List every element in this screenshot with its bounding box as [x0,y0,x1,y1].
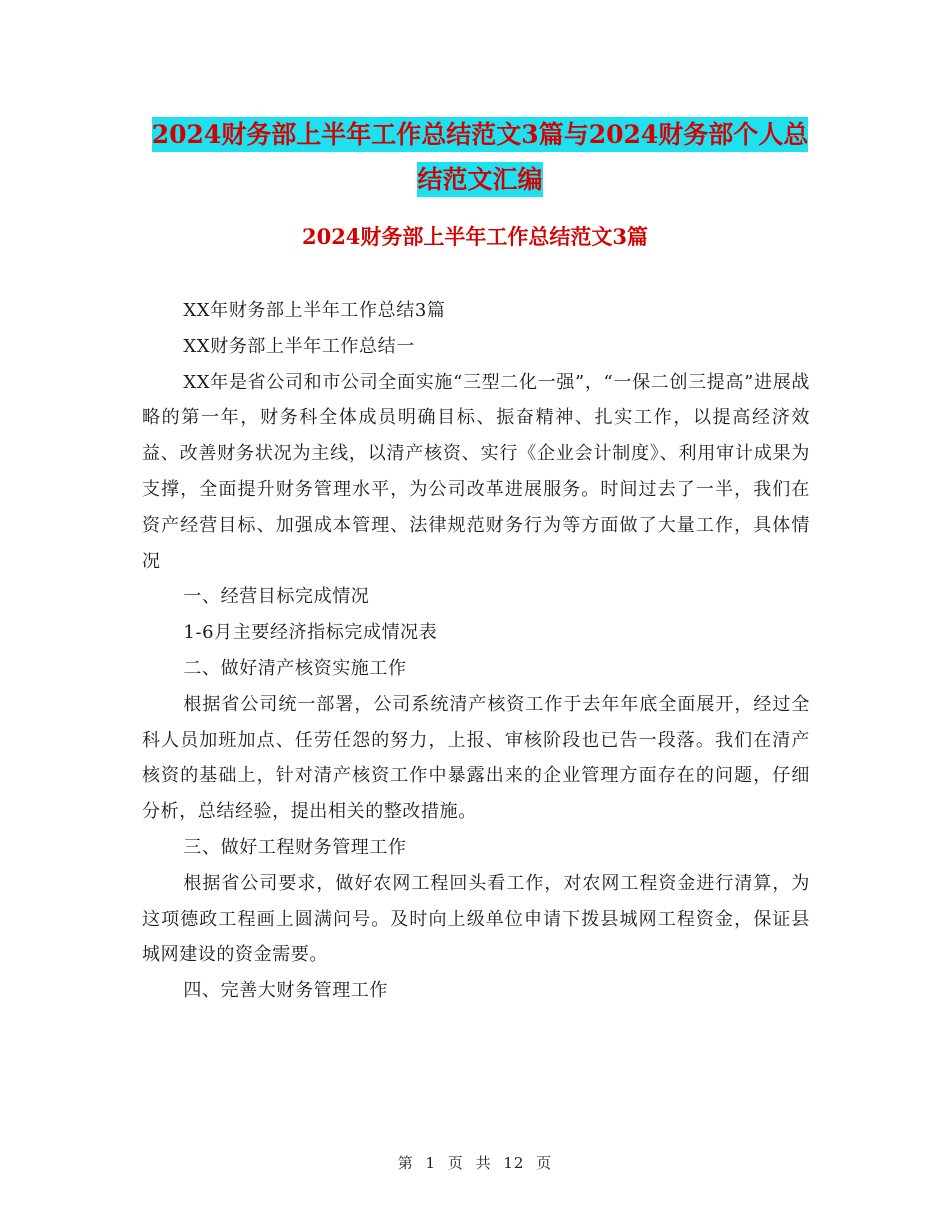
main-title [140,112,820,202]
main-title-highlight: 2024财务部上半年工作总结范文3篇与2024财务部个人总结范文汇编 [152,117,809,197]
paragraph: 1-6月主要经济指标完成情况表 [183,622,438,644]
heading-paragraph: 二、做好清产核资实施工作 [183,657,407,679]
paragraph: 根据省公司要求，做好农网工程回头看工作，对农网工程资金进行清算，为这项德政工程画上圆满问号。及时向上级单位申请下拨县城网工程资金，保证县城网建设的资金需要。 [142,872,810,966]
paragraph: XX年财务部上半年工作总结3篇 [183,300,446,321]
paragraph: XX财务部上半年工作总结一 [183,335,415,357]
body-text [142,293,810,1009]
paragraph: 根据省公司统一部署，公司系统清产核资工作于去年年底全面展开，经过全科人员加班加点、任劳任怨的努力，上报、审核阶段也已告一段落。我们在清产核资的基础上，针对清产核资工作中暴露出来的企业管理方面存在的问题，仔细分析，总结经验，提出相关的整改措施。 [142,693,810,823]
section-title: 2024财务部上半年工作总结范文3篇 [301,224,649,249]
page-footer: 第 1 页 共 12 页 [397,1154,553,1172]
heading-paragraph: 一、经营目标完成情况 [183,586,370,608]
paragraph: XX年是省公司和市公司全面实施“三型二化一强”，“一保二创三提高”进展战略的第一年，财务科全体成员明确目标、振奋精神、扎实工作，以提高经济效益、改善财务状况为主线，以清产核资、实行《企业会计制度》、利用审计成果为支撑，全面提升财务管理水平，为公司改革进展服务。时间过去了一半，我们在资产经营目标、加强成本管理、法律规范财务行为等方面做了大量工作，具体情况 [142,371,810,572]
heading-paragraph: 四、完善大财务管理工作 [183,980,388,1002]
heading-paragraph: 三、做好工程财务管理工作 [183,836,407,858]
